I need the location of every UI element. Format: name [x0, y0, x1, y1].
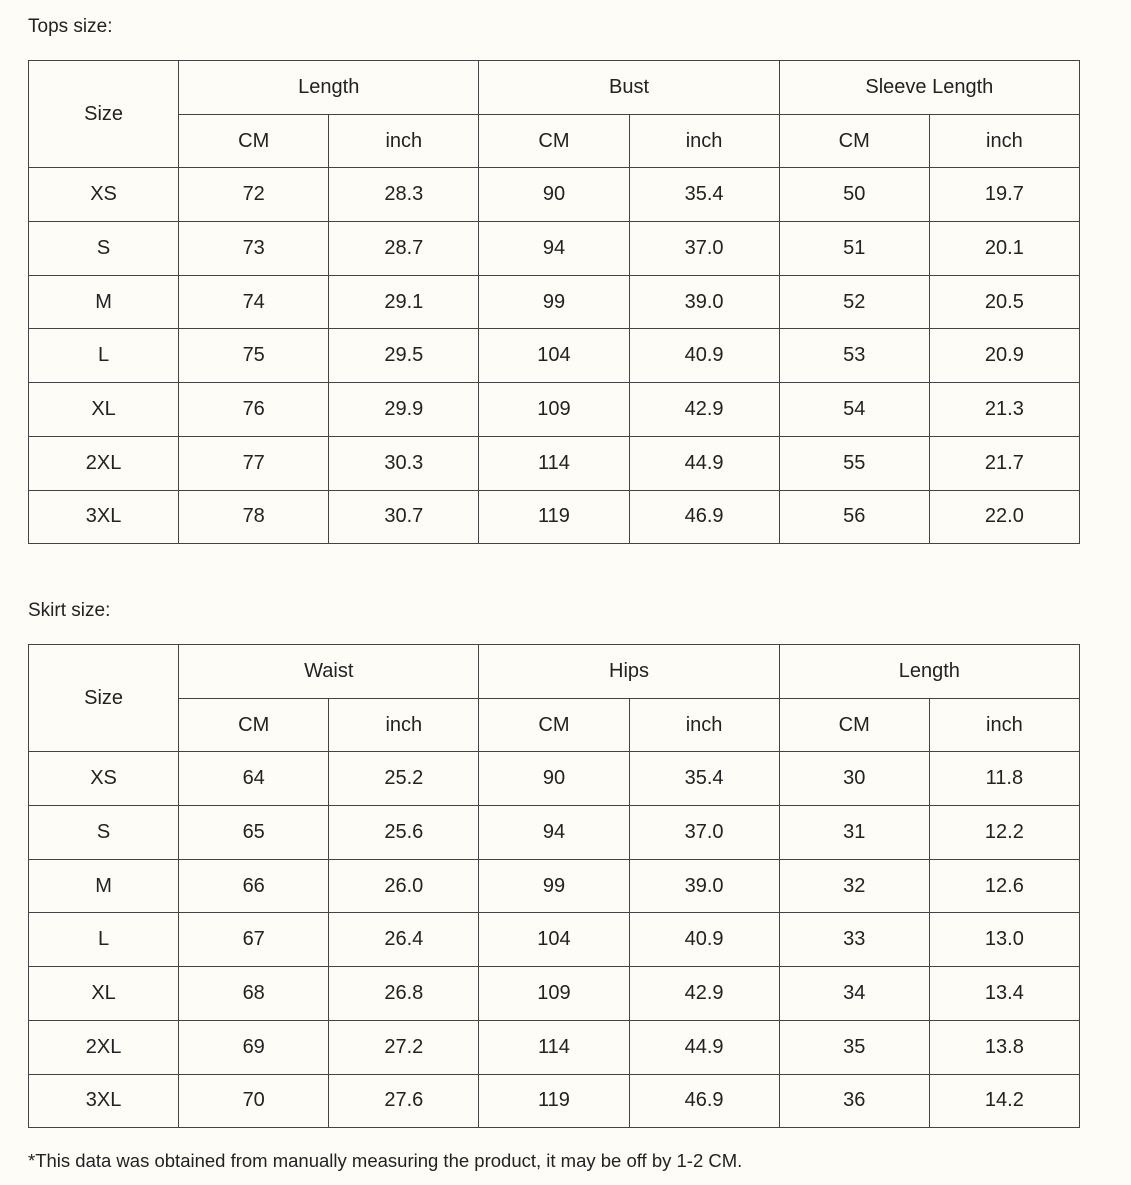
measurement-cell: 40.9 — [629, 329, 779, 383]
measurement-cell: 52 — [779, 275, 929, 329]
measurement-cell: 119 — [479, 490, 629, 544]
group-header: Bust — [479, 61, 779, 115]
measurement-cell: 119 — [479, 1074, 629, 1128]
unit-header: inch — [929, 114, 1079, 168]
table-row — [29, 329, 1080, 383]
skirt-size-title: Skirt size: — [28, 600, 111, 621]
measurement-cell: 46.9 — [629, 490, 779, 544]
measurement-cell: 13.8 — [929, 1020, 1079, 1074]
table-row — [29, 752, 1080, 806]
measurement-cell: 54 — [779, 383, 929, 437]
measurement-cell: 65 — [179, 806, 329, 860]
tops-size-table — [28, 60, 1080, 544]
measurement-cell: 28.7 — [329, 222, 479, 276]
measurement-cell: 68 — [179, 967, 329, 1021]
measurement-cell: 94 — [479, 806, 629, 860]
table-row — [29, 436, 1080, 490]
measurement-cell: 32 — [779, 859, 929, 913]
measurement-cell: 90 — [479, 168, 629, 222]
measurement-cell: 12.6 — [929, 859, 1079, 913]
measurement-cell: 114 — [479, 436, 629, 490]
measurement-cell: 114 — [479, 1020, 629, 1074]
measurement-cell: 40.9 — [629, 913, 779, 967]
measurement-cell: 20.5 — [929, 275, 1079, 329]
measurement-cell: 70 — [179, 1074, 329, 1128]
measurement-cell: 44.9 — [629, 1020, 779, 1074]
unit-header: CM — [479, 698, 629, 752]
measurement-cell: 99 — [479, 859, 629, 913]
size-label-cell: M — [29, 275, 179, 329]
measurement-cell: 26.0 — [329, 859, 479, 913]
table-row — [29, 490, 1080, 544]
measurement-cell: 25.2 — [329, 752, 479, 806]
measurement-cell: 30.3 — [329, 436, 479, 490]
measurement-cell: 64 — [179, 752, 329, 806]
table-header-row — [29, 61, 1080, 115]
measurement-cell: 56 — [779, 490, 929, 544]
unit-header: inch — [629, 698, 779, 752]
measurement-cell: 69 — [179, 1020, 329, 1074]
size-label-cell: XL — [29, 967, 179, 1021]
measurement-cell: 44.9 — [629, 436, 779, 490]
unit-header: CM — [179, 114, 329, 168]
measurement-cell: 33 — [779, 913, 929, 967]
table-row — [29, 859, 1080, 913]
unit-header: CM — [179, 698, 329, 752]
measurement-cell: 19.7 — [929, 168, 1079, 222]
table-row — [29, 383, 1080, 437]
measurement-cell: 29.1 — [329, 275, 479, 329]
table-row — [29, 1020, 1080, 1074]
measurement-cell: 27.6 — [329, 1074, 479, 1128]
size-label-cell: XL — [29, 383, 179, 437]
size-label-cell: S — [29, 222, 179, 276]
measurement-cell: 11.8 — [929, 752, 1079, 806]
skirt-size-table — [28, 644, 1080, 1128]
measurement-cell: 26.8 — [329, 967, 479, 1021]
measurement-cell: 14.2 — [929, 1074, 1079, 1128]
measurement-cell: 36 — [779, 1074, 929, 1128]
unit-header: inch — [329, 698, 479, 752]
measurement-cell: 21.7 — [929, 436, 1079, 490]
group-header: Waist — [179, 645, 479, 699]
measurement-cell: 99 — [479, 275, 629, 329]
unit-header: inch — [629, 114, 779, 168]
measurement-cell: 20.1 — [929, 222, 1079, 276]
table-row — [29, 806, 1080, 860]
unit-header: CM — [479, 114, 629, 168]
table-row — [29, 1074, 1080, 1128]
measurement-cell: 12.2 — [929, 806, 1079, 860]
group-header: Sleeve Length — [779, 61, 1079, 115]
measurement-cell: 55 — [779, 436, 929, 490]
measurement-cell: 46.9 — [629, 1074, 779, 1128]
unit-header: CM — [779, 698, 929, 752]
measurement-cell: 28.3 — [329, 168, 479, 222]
measurement-cell: 109 — [479, 383, 629, 437]
unit-header: CM — [779, 114, 929, 168]
table-unit-row — [29, 698, 1080, 752]
measurement-cell: 34 — [779, 967, 929, 1021]
measurement-cell: 104 — [479, 329, 629, 383]
measurement-cell: 66 — [179, 859, 329, 913]
measurement-cell: 35.4 — [629, 752, 779, 806]
measurement-cell: 94 — [479, 222, 629, 276]
group-header: Length — [179, 61, 479, 115]
size-label-cell: 2XL — [29, 1020, 179, 1074]
measurement-footnote: *This data was obtained from manually measuring the product, it may be off by 1-2 CM. — [28, 1150, 743, 1171]
measurement-cell: 90 — [479, 752, 629, 806]
measurement-cell: 29.5 — [329, 329, 479, 383]
measurement-cell: 20.9 — [929, 329, 1079, 383]
measurement-cell: 35 — [779, 1020, 929, 1074]
group-header: Length — [779, 645, 1079, 699]
size-label-cell: 2XL — [29, 436, 179, 490]
size-label-cell: L — [29, 329, 179, 383]
measurement-cell: 42.9 — [629, 383, 779, 437]
size-label-cell: XS — [29, 752, 179, 806]
measurement-cell: 75 — [179, 329, 329, 383]
table-row — [29, 967, 1080, 1021]
measurement-cell: 37.0 — [629, 806, 779, 860]
size-label-cell: S — [29, 806, 179, 860]
measurement-cell: 26.4 — [329, 913, 479, 967]
measurement-cell: 72 — [179, 168, 329, 222]
measurement-cell: 13.4 — [929, 967, 1079, 1021]
unit-header: inch — [329, 114, 479, 168]
measurement-cell: 27.2 — [329, 1020, 479, 1074]
measurement-cell: 25.6 — [329, 806, 479, 860]
measurement-cell: 13.0 — [929, 913, 1079, 967]
measurement-cell: 104 — [479, 913, 629, 967]
size-column-header: Size — [29, 645, 179, 752]
measurement-cell: 74 — [179, 275, 329, 329]
measurement-cell: 50 — [779, 168, 929, 222]
size-label-cell: 3XL — [29, 490, 179, 544]
table-header-row — [29, 645, 1080, 699]
size-label-cell: M — [29, 859, 179, 913]
measurement-cell: 42.9 — [629, 967, 779, 1021]
measurement-cell: 22.0 — [929, 490, 1079, 544]
measurement-cell: 76 — [179, 383, 329, 437]
measurement-cell: 73 — [179, 222, 329, 276]
measurement-cell: 51 — [779, 222, 929, 276]
measurement-cell: 39.0 — [629, 859, 779, 913]
measurement-cell: 67 — [179, 913, 329, 967]
measurement-cell: 35.4 — [629, 168, 779, 222]
size-label-cell: L — [29, 913, 179, 967]
table-row — [29, 275, 1080, 329]
measurement-cell: 53 — [779, 329, 929, 383]
table-row — [29, 913, 1080, 967]
size-label-cell: 3XL — [29, 1074, 179, 1128]
group-header: Hips — [479, 645, 779, 699]
measurement-cell: 29.9 — [329, 383, 479, 437]
measurement-cell: 78 — [179, 490, 329, 544]
size-label-cell: XS — [29, 168, 179, 222]
table-unit-row — [29, 114, 1080, 168]
size-column-header: Size — [29, 61, 179, 168]
measurement-cell: 30 — [779, 752, 929, 806]
tops-size-title: Tops size: — [28, 16, 113, 37]
table-row — [29, 222, 1080, 276]
measurement-cell: 31 — [779, 806, 929, 860]
measurement-cell: 37.0 — [629, 222, 779, 276]
measurement-cell: 77 — [179, 436, 329, 490]
table-row — [29, 168, 1080, 222]
measurement-cell: 21.3 — [929, 383, 1079, 437]
unit-header: inch — [929, 698, 1079, 752]
measurement-cell: 30.7 — [329, 490, 479, 544]
measurement-cell: 109 — [479, 967, 629, 1021]
measurement-cell: 39.0 — [629, 275, 779, 329]
